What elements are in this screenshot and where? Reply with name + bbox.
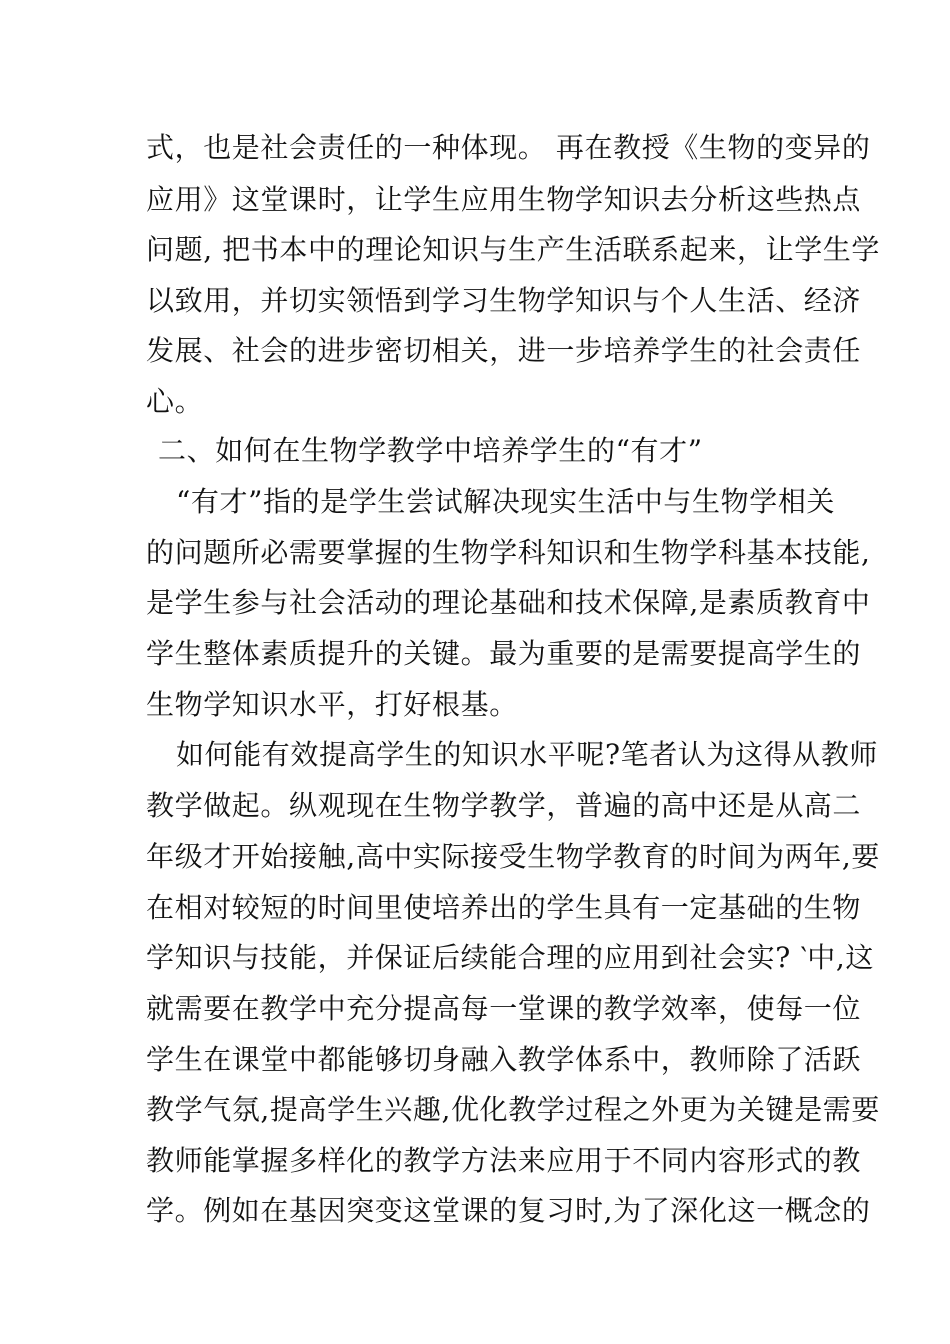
text-line: 是学生参与社会活动的理论基础和技术保障,是素质教育中 xyxy=(146,586,871,619)
text-line: 就需要在教学中充分提高每一堂课的教学效率，使每一位 xyxy=(146,992,862,1025)
section-heading: 二、如何在生物学教学中培养学生的“有才” xyxy=(158,434,703,467)
text-line: 应用》这堂课时，让学生应用生物学知识去分析这些热点 xyxy=(146,183,862,216)
text-line: 生物学知识水平，打好根基。 xyxy=(146,688,518,721)
text-line: 式，也是社会责任的一种体现。 再在教授《生物的变异的 xyxy=(146,131,871,164)
text-line: 学知识与技能，并保证后续能合理的应用到社会实? ‵中,这 xyxy=(146,941,874,974)
text-line: 发展、社会的进步密切相关，进一步培养学生的社会责任 xyxy=(146,334,862,367)
text-line: 年级才开始接触,高中实际接受生物学教育的时间为两年,要 xyxy=(146,840,881,873)
text-line: 学生整体素质提升的关键。最为重要的是需要提高学生的 xyxy=(146,637,862,670)
text-line: 以致用，并切实领悟到学习生物学知识与个人生活、经济 xyxy=(146,284,862,317)
text-line: 问题, 把书本中的理论知识与生产生活联系起来，让学生学 xyxy=(146,233,881,266)
text-line: 教学气氛,提高学生兴趣,优化教学过程之外更为关键是需要 xyxy=(146,1093,881,1126)
text-line: 学。例如在基因突变这堂课的复习时,为了深化这一概念的 xyxy=(146,1194,871,1227)
text-line: 教学做起。纵观现在生物学教学，普遍的高中还是从高二 xyxy=(146,789,862,822)
text-line: “有才”指的是学生尝试解决现实生活中与生物学相关 xyxy=(176,485,836,518)
text-line: 在相对较短的时间里使培养出的学生具有一定基础的生物 xyxy=(146,891,862,924)
text-line: 心。 xyxy=(146,385,204,418)
text-line: 学生在课堂中都能够切身融入教学体系中，教师除了活跃 xyxy=(146,1043,862,1076)
text-line: 的问题所必需要掌握的生物学科知识和生物学科基本技能, xyxy=(146,536,871,569)
text-line: 教师能掌握多样化的教学方法来应用于不同内容形式的教 xyxy=(146,1144,862,1177)
text-line: 如何能有效提高学生的知识水平呢?笔者认为这得从教师 xyxy=(176,738,879,771)
